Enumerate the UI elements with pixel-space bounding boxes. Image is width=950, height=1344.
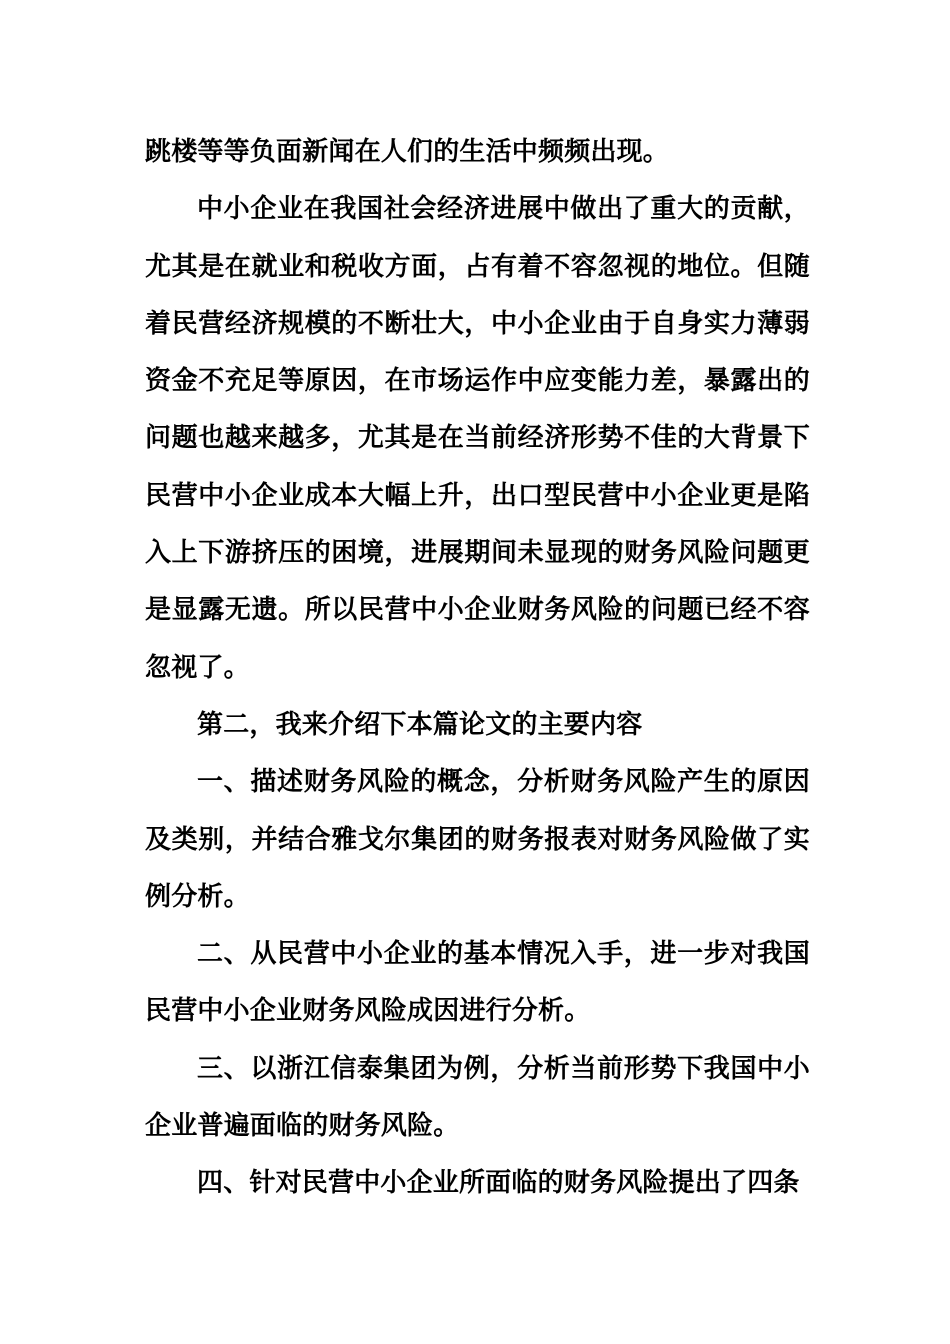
paragraph-6: 三、以浙江信泰集团为例，分析当前形势下我国中小企业普遍面临的财务风险。	[145, 1053, 810, 1142]
paragraph-2: 中小企业在我国社会经济进展中做出了重大的贡献，尤其是在就业和税收方面，占有着不容忽视的地位。但随着民营经济规模的不断壮大，中小企业由于自身实力薄弱资金不充足等原因，在市场运作中应变能力差，暴露出的问题也越来越多，尤其是在当前经济形势不佳的大背景下民营中小企业成本大幅上升，出口型民营中小企业更是陷入上下游挤压的困境，进展期间未显现的财务风险问题更是显露无遗。所以民营中小企业财务风险的问题已经不容忽视了。	[145, 194, 810, 683]
paragraph-5: 二、从民营中小企业的基本情况入手，进一步对我国民营中小企业财务风险成因进行分析。	[145, 939, 810, 1027]
paragraph-1: 跳楼等等负面新闻在人们的生活中频频出现。	[145, 137, 670, 167]
paragraph-4: 一、描述财务风险的概念，分析财务风险产生的原因及类别，并结合雅戈尔集团的财务报表对财务风险做了实例分析。	[145, 767, 810, 912]
paragraph-7: 四、针对民营中小企业所面临的财务风险提出了四条	[197, 1168, 800, 1199]
paragraph-3: 第二，我来介绍下本篇论文的主要内容	[197, 709, 643, 740]
body-text	[145, 124, 810, 1213]
